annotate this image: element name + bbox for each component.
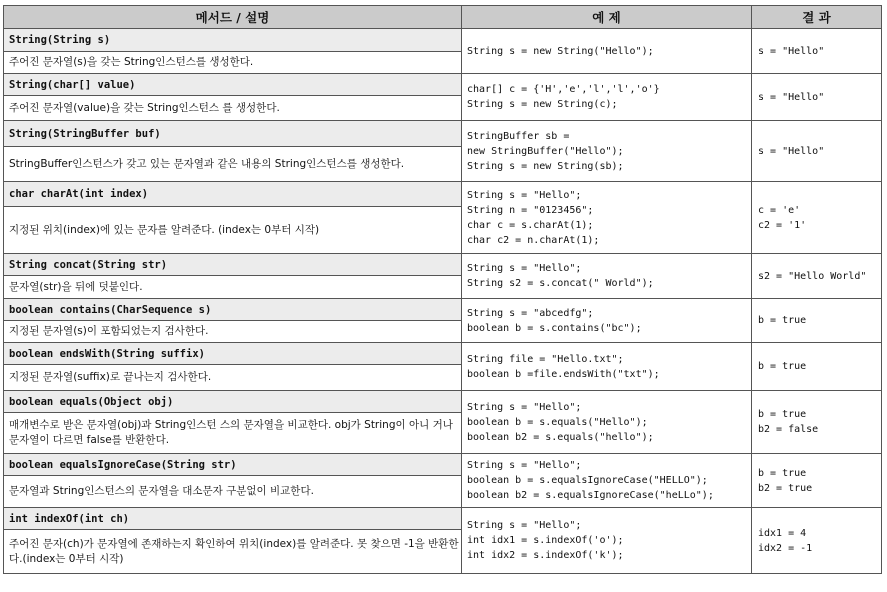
- example-code-line: boolean b = s.equals("Hello");: [467, 416, 648, 428]
- string-methods-table-container: [3, 5, 881, 574]
- example-code-line: char c = s.charAt(1);: [467, 219, 594, 231]
- example-code-line: String s = new String("Hello");: [467, 45, 654, 57]
- example-code-line: StringBuffer sb =: [467, 130, 570, 142]
- result-line: idx2 = -1: [758, 542, 813, 554]
- result-line: b = true: [758, 361, 807, 372]
- method-description: 문자열과 String인스턴스의 문자열을 대소문자 구분없이 비교한다.: [4, 476, 462, 508]
- result-line: b = true: [758, 409, 807, 420]
- example-code-cell: [462, 391, 752, 454]
- example-code-cell: [462, 254, 752, 299]
- example-code-line: String s = "Hello";: [467, 189, 582, 201]
- result-line: b2 = false: [758, 424, 819, 435]
- method-signature: String(char[] value): [4, 74, 462, 96]
- method-signature-row: [4, 29, 882, 52]
- example-code-line: String s = new String(sb);: [467, 160, 624, 172]
- method-signature: char charAt(int index): [4, 182, 462, 207]
- result-line: b = true: [758, 315, 807, 326]
- result-cell: [752, 299, 882, 343]
- method-description: 주어진 문자(ch)가 문자열에 존재하는지 확인하여 위치(index)를 알려준다. 못 찾으면 -1을 반환한다.(index는 0부터 시작): [4, 530, 462, 574]
- method-signature: boolean endsWith(String suffix): [4, 343, 462, 365]
- result-cell: [752, 254, 882, 299]
- result-cell: [752, 121, 882, 182]
- method-signature-row: [4, 299, 882, 321]
- result-cell: [752, 454, 882, 508]
- example-code-line: String s = "Hello";: [467, 263, 582, 274]
- example-code-line: String s2 = s.concat(" World");: [467, 278, 654, 289]
- example-code-line: char c2 = n.charAt(1);: [467, 234, 600, 246]
- header-method: 메서드 / 설명: [4, 6, 462, 29]
- method-signature-row: [4, 74, 882, 96]
- header-result: 결 과: [752, 6, 882, 29]
- result-line: s = "Hello": [758, 145, 825, 157]
- example-code-cell: [462, 343, 752, 391]
- method-signature-row: [4, 508, 882, 530]
- example-code-line: int idx2 = s.indexOf('k');: [467, 550, 624, 561]
- method-description: 지정된 문자열(suffix)로 끝나는지 검사한다.: [4, 365, 462, 391]
- example-code-line: new StringBuffer("Hello");: [467, 145, 624, 157]
- method-description: StringBuffer인스턴스가 갖고 있는 문자열과 같은 내용의 String인스턴스를 생성한다.: [4, 147, 462, 182]
- method-description: 문자열(str)을 뒤에 덧붙인다.: [4, 276, 462, 299]
- example-code-line: boolean b = s.equalsIgnoreCase("HELLO");: [467, 475, 708, 486]
- result-line: c = 'e': [758, 204, 801, 216]
- result-line: idx1 = 4: [758, 527, 807, 539]
- method-signature: boolean contains(CharSequence s): [4, 299, 462, 321]
- example-code-line: String file = "Hello.txt";: [467, 353, 624, 365]
- example-code-line: char[] c = {'H','e','l','l','o'}: [467, 84, 660, 95]
- method-description: 매개변수로 받은 문자열(obj)과 String인스턴 스의 문자열을 비교한다. obj가 String이 아니 거나 문자열이 다르면 false를 반환한다.: [4, 413, 462, 454]
- example-code-line: String s = "Hello";: [467, 520, 582, 531]
- method-signature-row: [4, 343, 882, 365]
- method-signature: String(String s): [4, 29, 462, 52]
- example-code-cell: [462, 121, 752, 182]
- method-signature-row: [4, 254, 882, 276]
- example-code-line: boolean b2 = s.equalsIgnoreCase("heLLo");: [467, 490, 714, 501]
- example-code-cell: [462, 182, 752, 254]
- result-line: s = "Hello": [758, 45, 825, 57]
- method-description: 지정된 위치(index)에 있는 문자를 알려준다. (index는 0부터 시작): [4, 207, 462, 254]
- example-code-line: boolean b =file.endsWith("txt");: [467, 368, 660, 380]
- result-cell: [752, 29, 882, 74]
- method-description: 주어진 문자열(value)을 갖는 String인스턴스 를 생성한다.: [4, 96, 462, 121]
- example-code-line: String s = "abcedfg";: [467, 307, 594, 319]
- result-line: s2 = "Hello World": [758, 270, 867, 282]
- result-cell: [752, 74, 882, 121]
- method-signature: String concat(String str): [4, 254, 462, 276]
- method-description: 지정된 문자열(s)이 포함되었는지 검사한다.: [4, 321, 462, 343]
- result-line: b2 = true: [758, 482, 813, 494]
- table-body: [4, 29, 882, 574]
- example-code-cell: [462, 508, 752, 574]
- result-cell: [752, 182, 882, 254]
- string-methods-table: [3, 5, 882, 574]
- example-code-line: boolean b = s.contains("bc");: [467, 322, 642, 334]
- example-code-cell: [462, 299, 752, 343]
- result-line: c2 = '1': [758, 219, 807, 231]
- result-cell: [752, 508, 882, 574]
- method-signature: int indexOf(int ch): [4, 508, 462, 530]
- result-cell: [752, 391, 882, 454]
- result-line: b = true: [758, 467, 807, 479]
- method-signature: boolean equalsIgnoreCase(String str): [4, 454, 462, 476]
- method-signature-row: [4, 391, 882, 413]
- method-description: 주어진 문자열(s)을 갖는 String인스턴스를 생성한다.: [4, 52, 462, 74]
- result-cell: [752, 343, 882, 391]
- example-code-line: String n = "0123456";: [467, 204, 594, 216]
- method-signature: String(StringBuffer buf): [4, 121, 462, 147]
- example-code-line: String s = "Hello";: [467, 460, 582, 471]
- example-code-line: String s = "Hello";: [467, 401, 582, 413]
- example-code-line: boolean b2 = s.equals("hello");: [467, 431, 654, 443]
- example-code-cell: [462, 29, 752, 74]
- method-signature-row: [4, 121, 882, 147]
- header-row: [4, 6, 882, 29]
- example-code-line: String s = new String(c);: [467, 99, 618, 110]
- example-code-line: int idx1 = s.indexOf('o');: [467, 535, 624, 546]
- method-signature: boolean equals(Object obj): [4, 391, 462, 413]
- method-signature-row: [4, 182, 882, 207]
- header-example: 예 제: [462, 6, 752, 29]
- result-line: s = "Hello": [758, 91, 825, 103]
- method-signature-row: [4, 454, 882, 476]
- example-code-cell: [462, 74, 752, 121]
- example-code-cell: [462, 454, 752, 508]
